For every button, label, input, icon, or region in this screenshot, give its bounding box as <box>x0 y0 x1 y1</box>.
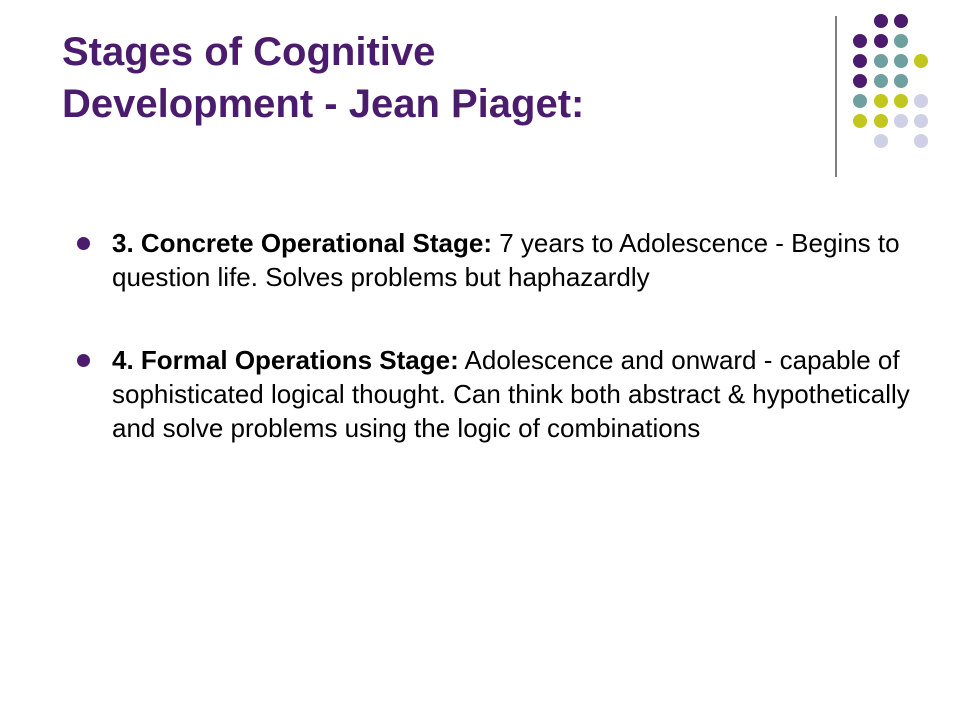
decorative-dot <box>853 94 867 108</box>
bullet-dot-icon <box>77 354 90 367</box>
bullet-item-concrete-operational <box>75 226 955 294</box>
decorative-dot <box>874 54 888 68</box>
decorative-dot <box>894 94 908 108</box>
decorative-dot <box>914 54 928 68</box>
bullet-text: 7 years to Adolescence - Begins to question life. Solves problems but haphazardly <box>112 228 900 292</box>
bullet-list <box>75 226 955 445</box>
decorative-dot <box>914 114 928 128</box>
bullet-text: Adolescence and onward - capable of sophisticated logical thought. Can think both abstract & hypothetically and solve problems using the logic of combinations <box>112 345 910 443</box>
bullet-label: 4. Formal Operations Stage: <box>112 345 459 375</box>
bullet-dot-icon <box>77 237 90 250</box>
slide-title-line-2: Development - Jean Piaget: <box>62 82 585 126</box>
decorative-dot <box>894 74 908 88</box>
decorative-dot <box>853 54 867 68</box>
decorative-dot <box>874 134 888 148</box>
bullet-item-formal-operations <box>75 343 955 445</box>
slide-title-line-1: Stages of Cognitive <box>62 30 436 74</box>
decorative-dot <box>894 54 908 68</box>
decorative-dot <box>894 14 908 28</box>
decorative-dot <box>853 34 867 48</box>
decorative-dot <box>914 94 928 108</box>
decorative-dot <box>874 74 888 88</box>
decorative-dot <box>914 134 928 148</box>
bullet-label: 3. Concrete Operational Stage: <box>112 228 492 258</box>
decorative-dot <box>874 34 888 48</box>
decorative-dot <box>874 114 888 128</box>
decorative-dot <box>853 74 867 88</box>
decorative-dot <box>894 34 908 48</box>
decorative-dot <box>894 114 908 128</box>
decorative-dot <box>853 114 867 128</box>
decorative-dot <box>874 14 888 28</box>
decorative-dot <box>874 94 888 108</box>
slide-title <box>62 26 802 130</box>
